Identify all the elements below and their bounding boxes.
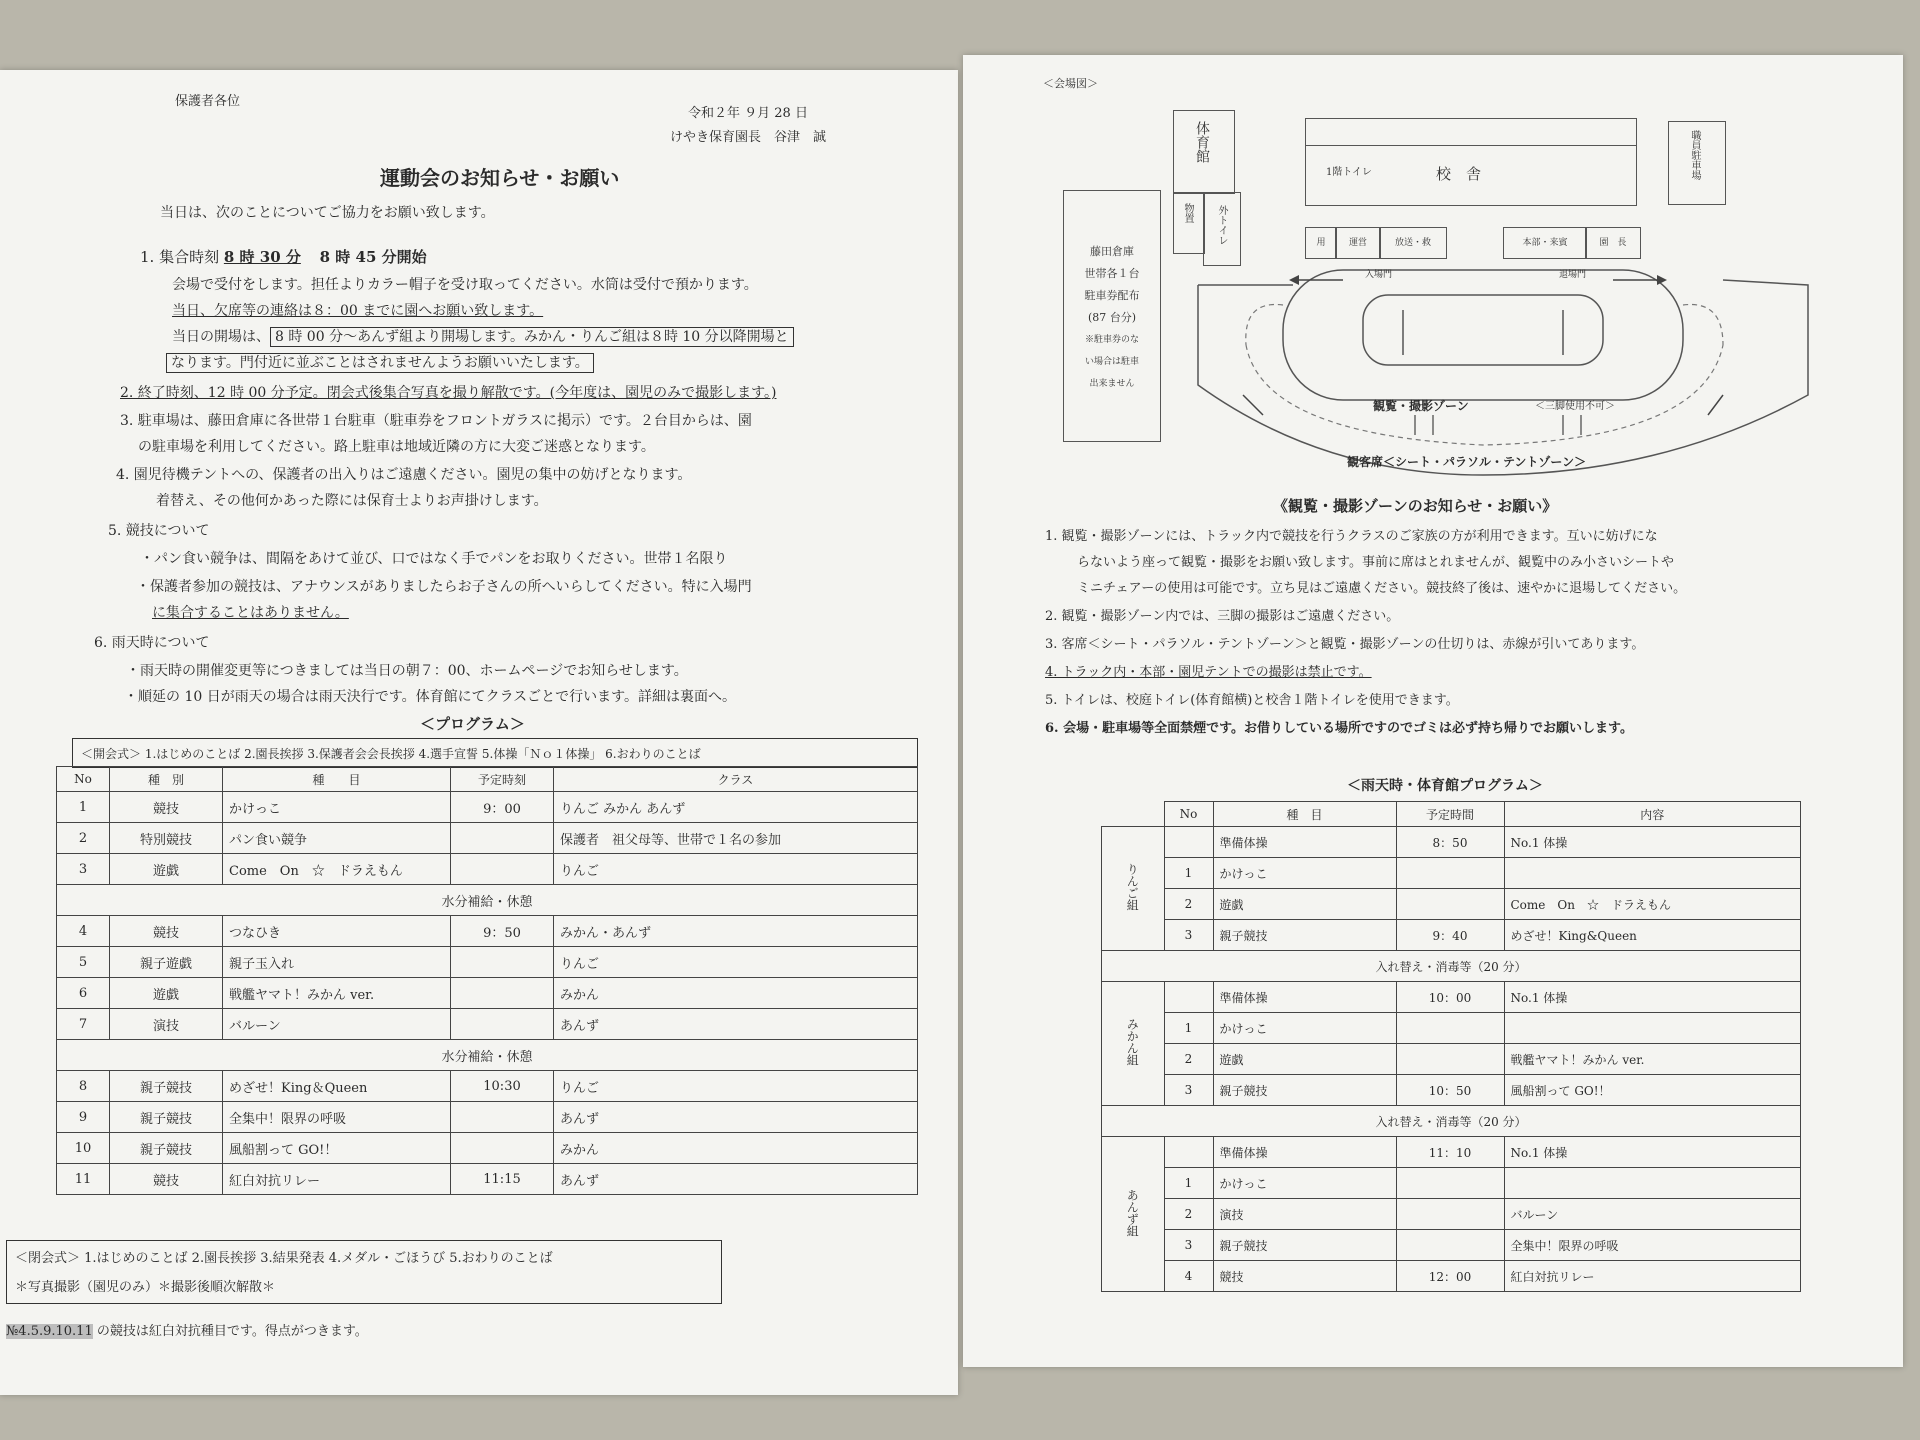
row-event: パン食い競争 (223, 823, 451, 854)
table-row (1102, 1199, 1801, 1230)
sender: けやき保育園長 谷津 誠 (670, 130, 827, 145)
map-staff-parking-label: 職員駐車場 (1689, 130, 1700, 180)
closing-text: ＜閉会式＞ 1.はじめのことば 2.園長挨拶 3.結果発表 4.メダル・ごほうび 5.おわりのことば (15, 1251, 553, 1266)
col-time: 予定時刻 (451, 767, 554, 792)
row-event: かけっこ (1213, 858, 1396, 889)
row-no: 1 (1164, 1013, 1213, 1044)
row-no: 3 (1164, 920, 1213, 951)
row-no: 2 (1164, 889, 1213, 920)
rain-col-event: 種 目 (1213, 802, 1396, 827)
swap-row (1102, 951, 1801, 982)
intro-text: 当日は、次のことについてご協力をお願い致します。 (160, 205, 495, 221)
row-type: 競技 (110, 792, 223, 823)
row-event: 親子競技 (1213, 1075, 1396, 1106)
table-row (57, 823, 918, 854)
table-row (1102, 858, 1801, 889)
row-no: 7 (57, 1009, 110, 1040)
row-event: 準備体操 (1213, 827, 1396, 858)
row-content: 紅白対抗リレー (1504, 1261, 1801, 1292)
row-time (451, 1133, 554, 1164)
swap-row (1102, 1106, 1801, 1137)
row-class: あんず (554, 1164, 918, 1195)
item1-line3: 当日、欠席等の連絡は８：00 までに園へお願い致します。 (172, 303, 544, 319)
item1-start: 8 時 45 分開始 (319, 248, 427, 266)
row-no: 6 (57, 978, 110, 1009)
row-class: りんご (554, 1071, 918, 1102)
row-no (1164, 982, 1213, 1013)
rain-col-class (1102, 802, 1165, 827)
program-table (56, 766, 918, 1195)
opening-ceremony: ＜開会式＞ 1.はじめのことば 2.園長挨拶 3.保護者会会長挨拶 4.選手宣誓 5.体操「Ｎｏ１体操」 6.おわりのことば (72, 738, 918, 768)
table-row (57, 1164, 918, 1195)
break-row (57, 885, 918, 916)
item1-line4 (172, 326, 794, 346)
map-tent-2: 運営 (1335, 227, 1381, 259)
date: 令和２年 ９月 28 日 (688, 106, 808, 121)
rain-col-time: 予定時間 (1396, 802, 1504, 827)
item1-label: 1. 集合時刻 (140, 248, 220, 266)
row-type: 親子競技 (110, 1102, 223, 1133)
notice-5: 5. トイレは、校庭トイレ(体育館横)と校舎１階トイレを使用できます。 (1045, 693, 1459, 708)
ringo-label: りんご組 (1125, 863, 1140, 911)
rain-title: ＜雨天時・体育館プログラム＞ (1347, 778, 1543, 794)
row-event: 競技 (1213, 1261, 1396, 1292)
row-event: めざせ！King＆Queen (223, 1071, 451, 1102)
row-time (1396, 1044, 1504, 1075)
table-row (1102, 1044, 1801, 1075)
row-time (451, 1102, 554, 1133)
notice-6: 6. 会場・駐車場等全面禁煙です。お借りしている場所ですのでゴミは必ず持ち帰りでお願いします。 (1045, 721, 1634, 736)
anzu-label: あんず組 (1125, 1188, 1140, 1237)
map-tent-4: 本部・来賓 (1503, 227, 1587, 259)
table-row (57, 1071, 918, 1102)
notice-2: 2. 観覧・撮影ゾーン内では、三脚の撮影はご遠慮ください。 (1045, 609, 1400, 624)
table-row (57, 792, 918, 823)
row-no: 10 (57, 1133, 110, 1164)
row-no: 1 (57, 792, 110, 823)
map-entrance: 入場門 (1365, 270, 1393, 280)
row-no: 2 (57, 823, 110, 854)
rain-table-header (1102, 802, 1801, 827)
row-content (1504, 1013, 1801, 1044)
row-event: 親子競技 (1213, 920, 1396, 951)
item4-line1: 4. 園児待機テントへの、保護者の出入りはご遠慮ください。園児の集中の妨げとなります。 (116, 467, 692, 483)
row-time (1396, 1199, 1504, 1230)
table-row (1102, 982, 1801, 1013)
row-no: 3 (57, 854, 110, 885)
mikan-group (1102, 982, 1165, 1106)
table-row (1102, 1168, 1801, 1199)
row-no: 4 (1164, 1261, 1213, 1292)
item6-line1: ・雨天時の開催変更等につきましては当日の朝７：00、ホームページでお知らせします。 (126, 663, 688, 679)
row-content (1504, 1168, 1801, 1199)
col-event: 種 目 (223, 767, 451, 792)
row-time: 9：50 (451, 916, 554, 947)
row-time (1396, 889, 1504, 920)
notice-3: 3. 客席＜シート・パラソル・テントゾーン＞と観覧・撮影ゾーンの仕切りは、赤線が引いてあります。 (1045, 637, 1645, 652)
row-content: Come On ☆ ドラえもん (1504, 889, 1801, 920)
table-row (57, 1009, 918, 1040)
row-time: 10：00 (1396, 982, 1504, 1013)
table-row (1102, 1261, 1801, 1292)
row-event: Come On ☆ ドラえもん (223, 854, 451, 885)
item1-line4b: 8 時 00 分～あんず組より開場します。みかん・りんご組は８時 10 分以降開場と (270, 327, 794, 347)
fujita-6: い場合は駐車 (1084, 357, 1139, 367)
fujita-2: 世帯各１台 (1084, 267, 1140, 280)
row-event: 親子競技 (1213, 1230, 1396, 1261)
item5-line2: ・保護者参加の競技は、アナウンスがありましたらお子さんの所へいらしてください。特に入場門 (136, 579, 752, 595)
row-time (451, 947, 554, 978)
row-no: 2 (1164, 1044, 1213, 1075)
row-time: 11:15 (451, 1164, 554, 1195)
row-no: 1 (1164, 1168, 1213, 1199)
row-content: バルーン (1504, 1199, 1801, 1230)
row-time (451, 978, 554, 1009)
row-content: No.1 体操 (1504, 1137, 1801, 1168)
table-row (57, 916, 918, 947)
table-row (1102, 1013, 1801, 1044)
col-no: No (57, 767, 110, 792)
closing-note: ＊写真撮影（園児のみ）＊撮影後順次解散＊ (15, 1280, 276, 1295)
row-time: 8：50 (1396, 827, 1504, 858)
anzu-group (1102, 1137, 1165, 1292)
row-type: 特別競技 (110, 823, 223, 854)
row-content: 風船割って GO!！ (1504, 1075, 1801, 1106)
notice-1a: 1. 観覧・撮影ゾーンには、トラック内で競技を行うクラスのご家族の方が利用できます。互いに妨げにな (1045, 529, 1658, 544)
row-type: 遊戯 (110, 978, 223, 1009)
row-no: 2 (1164, 1199, 1213, 1230)
row-event: 準備体操 (1213, 1137, 1396, 1168)
row-content (1504, 858, 1801, 889)
table-row (1102, 1230, 1801, 1261)
item1-line2: 会場で受付をします。担任よりカラー帽子を受け取ってください。水筒は受付で預かります。 (172, 277, 758, 293)
mikan-label: みかん組 (1125, 1018, 1140, 1066)
row-no: 3 (1164, 1075, 1213, 1106)
fujita-1: 藤田倉庫 (1090, 245, 1134, 258)
row-event: 準備体操 (1213, 982, 1396, 1013)
row-event: 親子玉入れ (223, 947, 451, 978)
row-type: 親子競技 (110, 1133, 223, 1164)
item5-head: 5. 競技について (108, 523, 210, 539)
swap-label: 入れ替え・消毒等（20 分） (1102, 951, 1801, 982)
row-no: 3 (1164, 1230, 1213, 1261)
table-row (1102, 827, 1801, 858)
row-no (1164, 827, 1213, 858)
item4-line2: 着替え、その他何かあった際には保育士よりお声掛けします。 (156, 493, 548, 509)
col-class: クラス (554, 767, 918, 792)
row-class: あんず (554, 1102, 918, 1133)
row-time (1396, 858, 1504, 889)
item6-head: 6. 雨天時について (94, 635, 210, 651)
map-field-drawing (963, 55, 1903, 495)
fujita-5: ※駐車券のな (1084, 335, 1139, 345)
map-exit: 退場門 (1559, 270, 1587, 280)
row-type: 演技 (110, 1009, 223, 1040)
fujita-3: 駐車券配布 (1084, 289, 1140, 302)
row-time (1396, 1168, 1504, 1199)
map-storage-label: 物置 (1182, 203, 1193, 223)
page-title: 運動会のお知らせ・お願い (380, 166, 620, 190)
table-row (1102, 1075, 1801, 1106)
row-event: バルーン (223, 1009, 451, 1040)
row-class: みかん・あんず (554, 916, 918, 947)
item6-line2: ・順延の 10 日が雨天の場合は雨天決行です。体育館にてクラスごとで行います。詳細は裏面へ。 (124, 689, 737, 705)
addressee: 保護者各位 (175, 94, 241, 109)
row-event: 紅白対抗リレー (223, 1164, 451, 1195)
row-time (1396, 1230, 1504, 1261)
map-tent-5: 園 長 (1585, 227, 1641, 259)
item5-line1: ・パン食い競争は、間隔をあけて並び、口ではなく手でパンをお取りください。世帯１名限り (140, 551, 728, 567)
row-no: 11 (57, 1164, 110, 1195)
table-row (1102, 920, 1801, 951)
row-no: 5 (57, 947, 110, 978)
closing-ceremony (6, 1240, 722, 1304)
row-class: みかん (554, 978, 918, 1009)
notice-1c: ミニチェアーの使用は可能です。立ち見はご遠慮ください。競技終了後は、速やかに退場してください。 (1077, 581, 1687, 596)
rain-program-table (1101, 801, 1801, 1292)
row-type: 親子競技 (110, 1071, 223, 1102)
row-type: 競技 (110, 916, 223, 947)
table-row (57, 854, 918, 885)
row-time (451, 823, 554, 854)
item3-line2: の駐車場を利用してください。路上駐車は地域近隣の方に大変ご迷惑となります。 (138, 439, 655, 455)
row-time: 11：10 (1396, 1137, 1504, 1168)
rain-col-content: 内容 (1504, 802, 1801, 827)
item1-line5 (166, 352, 594, 372)
map-seats-zone: 観客席＜シート・パラソル・テントゾーン＞ (1347, 455, 1587, 469)
row-type: 遊戯 (110, 854, 223, 885)
footnote (6, 1320, 368, 1339)
footnote-highlight: №4.5.9.10.11 (6, 1324, 93, 1339)
item1-line1 (140, 246, 427, 267)
item1-line4a: 当日の開場は、 (172, 329, 270, 345)
item3-line1: 3. 駐車場は、藤田倉庫に各世帯１台駐車（駐車券をフロントガラスに掲示）です。２台目からは、園 (120, 413, 752, 429)
notice-1b: らないよう座って観覧・撮影をお願い致します。事前に席はとれませんが、観覧中のみ小さいシートや (1077, 555, 1674, 570)
row-class: あんず (554, 1009, 918, 1040)
ringo-group (1102, 827, 1165, 951)
item5-line3: に集合することはありません。 (152, 605, 349, 621)
notice-4: 4. トラック内・本部・園児テントでの撮影は禁止です。 (1045, 665, 1372, 680)
notice-title: 《観覧・撮影ゾーンのお知らせ・お願い》 (1273, 497, 1558, 515)
map-tent-3: 放送・救 (1379, 227, 1447, 259)
row-time: 10：50 (1396, 1075, 1504, 1106)
rain-col-no: No (1164, 802, 1213, 827)
row-no: 9 (57, 1102, 110, 1133)
table-row (1102, 889, 1801, 920)
row-no (1164, 1137, 1213, 1168)
table-row (57, 1102, 918, 1133)
table-row (57, 978, 918, 1009)
map-toilet-1f: 1階トイレ (1326, 167, 1372, 178)
row-event: かけっこ (1213, 1168, 1396, 1199)
map-title: ＜会場図＞ (1043, 77, 1098, 90)
item1-time: 8 時 30 分 (223, 248, 301, 266)
row-class: 保護者 祖父母等、世帯で１名の参加 (554, 823, 918, 854)
row-class: りんご (554, 947, 918, 978)
table-row (1102, 1137, 1801, 1168)
break-row (57, 1040, 918, 1071)
row-time: 9：40 (1396, 920, 1504, 951)
row-content: 戦艦ヤマト！みかん ver. (1504, 1044, 1801, 1075)
row-time: 9：00 (451, 792, 554, 823)
row-event: 全集中！限界の呼吸 (223, 1102, 451, 1133)
row-no: 1 (1164, 858, 1213, 889)
map-tent-1: 用 (1305, 227, 1337, 259)
row-time (1396, 1013, 1504, 1044)
swap-label: 入れ替え・消毒等（20 分） (1102, 1106, 1801, 1137)
row-class: みかん (554, 1133, 918, 1164)
row-event: 遊戯 (1213, 889, 1396, 920)
map-outdoor-toilet-label: 外トイレ (1216, 205, 1227, 245)
col-type: 種 別 (110, 767, 223, 792)
row-type: 親子遊戯 (110, 947, 223, 978)
left-page (0, 70, 958, 1395)
row-time (451, 854, 554, 885)
row-no: 8 (57, 1071, 110, 1102)
program-title-text: ＜プログラム＞ (420, 715, 525, 733)
row-content: めざせ！King&Queen (1504, 920, 1801, 951)
footnote-text: の競技は紅白対抗種目です。得点がつきます。 (92, 1324, 368, 1339)
right-page (963, 55, 1903, 1367)
row-content: 全集中！限界の呼吸 (1504, 1230, 1801, 1261)
row-content: No.1 体操 (1504, 982, 1801, 1013)
row-event: かけっこ (223, 792, 451, 823)
item2: 2. 終了時刻、12 時 00 分予定。閉会式後集合写真を撮り解散です。(今年度は、園児のみで撮影します。) (120, 385, 777, 401)
row-class: りんご みかん あんず (554, 792, 918, 823)
program-table-header (57, 767, 918, 792)
row-event: 遊戯 (1213, 1044, 1396, 1075)
map-tripod-note: ＜三脚使用不可＞ (1535, 401, 1615, 412)
break-label: 水分補給・休憩 (57, 1040, 918, 1071)
break-label: 水分補給・休憩 (57, 885, 918, 916)
row-no: 4 (57, 916, 110, 947)
item1-line5-text: なります。門付近に並ぶことはされませんようお願いいたします。 (166, 353, 594, 373)
table-row (57, 947, 918, 978)
map-viewing-zone: 観覧・撮影ゾーン (1373, 399, 1469, 413)
row-event: 戦艦ヤマト！みかん ver. (223, 978, 451, 1009)
row-time: 10:30 (451, 1071, 554, 1102)
row-event: つなひき (223, 916, 451, 947)
map-gym-label: 体育館 (1194, 121, 1210, 163)
map-school-label: 校 舎 (1436, 165, 1482, 183)
row-event: かけっこ (1213, 1013, 1396, 1044)
row-event: 演技 (1213, 1199, 1396, 1230)
row-content: No.1 体操 (1504, 827, 1801, 858)
fujita-7: 出来ません (1089, 379, 1135, 389)
row-class: りんご (554, 854, 918, 885)
fujita-4: (87 台分) (1087, 311, 1137, 324)
table-row (57, 1133, 918, 1164)
row-event: 風船割って GO!！ (223, 1133, 451, 1164)
row-type: 競技 (110, 1164, 223, 1195)
row-time: 12：00 (1396, 1261, 1504, 1292)
row-time (451, 1009, 554, 1040)
